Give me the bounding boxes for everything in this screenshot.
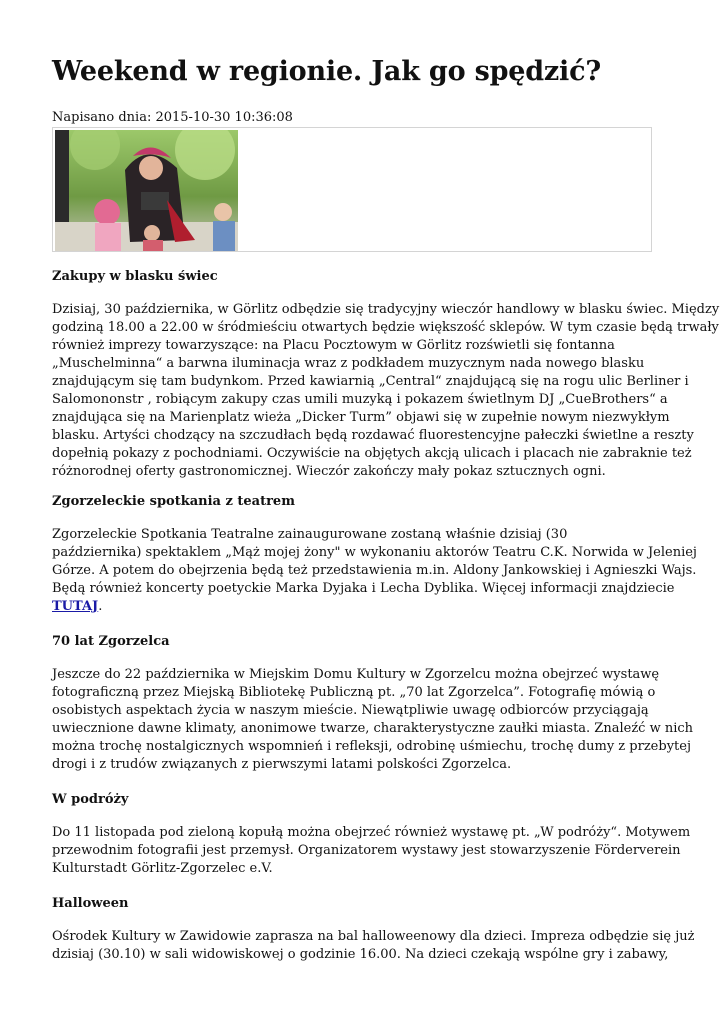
section-heading: 70 lat Zgorzelca — [52, 634, 170, 649]
text-line: fotograficzną przez Miejską Bibliotekę Publiczną pt. „70 lat Zgorzelca”. Fotografię mówią o — [52, 685, 656, 700]
more-info-link[interactable]: TUTAJ — [52, 599, 99, 614]
section-text — [52, 301, 720, 481]
text-line: Do 11 listopada pod zieloną kopułą można obejrzeć również wystawę pt. „W podróży“. Motywem — [52, 825, 691, 840]
text-line: Salomononstr , robiącym zakupy czas umili muzyką i pokazem świetlnym DJ „CueBrothers“ a — [52, 392, 668, 407]
text-line: znajdująca się na Marienplatz wieża „Dicker Turm” objawi się w zupełnie nowym niezwykłym — [52, 410, 670, 425]
section-text — [52, 928, 695, 964]
text-line: dopełnią pokazy z pochodniami. Oczywiście na objętych akcją ulicach i placach nie zabraknie też — [52, 446, 692, 461]
page-title: Weekend w regionie. Jak go spędzić? — [52, 56, 601, 87]
section-w-podrozy — [52, 791, 691, 878]
text-line: Ośrodek Kultury w Zawidowie zaprasza na bal halloweenowy dla dzieci. Impreza odbędzie się już — [52, 929, 695, 944]
section-heading: Zgorzeleckie spotkania z teatrem — [52, 494, 295, 509]
text-line: blasku. Artyści chodzący na szczudłach będą rozdawać fluorestencyjne pałeczki świetlne a reszty — [52, 428, 694, 443]
section-halloween — [52, 895, 695, 964]
article-photo — [55, 130, 238, 251]
text-line: Będą również koncerty poetyckie Marka Dyjaka i Lecha Dyblika. Więcej informacji znajdziecie — [52, 581, 675, 596]
text-line: uwiecznione dawne klimaty, anonimowe twarze, charakterystyczne zaułki miasta. Znaleźć w nich — [52, 721, 694, 736]
section-heading: W podróży — [52, 792, 129, 807]
text-line: października) spektaklem „Mąż mojej żony" w wykonaniu aktorów Teatru C.K. Norwida w Jeleniej — [52, 545, 697, 560]
text-line: dzisiaj (30.10) w sali widowiskowej o godzinie 16.00. Na dzieci czekają wspólne gry i zabawy, — [52, 947, 669, 962]
section-heading: Zakupy w blasku świec — [52, 269, 218, 284]
text-line: osobistych aspektach życia w naszym mieście. Niewątpliwie uwagę odbiorców przyciągają — [52, 703, 649, 718]
section-text — [52, 666, 694, 774]
text-line: różnorodnej oferty gastronomicznej. Wieczór zakończy mały pokaz sztucznych ogni. — [52, 464, 606, 479]
section-heading: Halloween — [52, 896, 129, 911]
text-line-link — [52, 598, 662, 616]
image-frame — [52, 127, 652, 252]
text-line: można trochę nostalgicznych wspomnień i refleksji, odrobinę uśmiechu, trochę dumy z przebytej — [52, 739, 691, 754]
section-zakupy — [52, 268, 720, 481]
section-70-lat — [52, 633, 694, 774]
text-line: przewodnim fotografii jest przemysł. Organizatorem wystawy jest stowarzyszenie Förderverein — [52, 843, 681, 858]
text-line: Dzisiaj, 30 października, w Görlitz odbędzie się tradycyjny wieczór handlowy w blasku świec. Między — [52, 302, 720, 317]
link-suffix: . — [98, 599, 103, 614]
text-line: znajdującym się tam budynkom. Przed kawiarnią „Central“ znajdującą się na rogu ulic Berliner i — [52, 374, 689, 389]
text-line: Kulturstadt Görlitz-Zgorzelec e.V. — [52, 861, 273, 876]
text-line: godziną 18.00 a 22.00 w śródmieściu otwartych będzie większość sklepów. W tym czasie będą trwały — [52, 320, 719, 335]
text-line: „Muschelminna“ a barwna iluminacja wraz z podkładem muzycznym nada nowego blasku — [52, 356, 645, 371]
section-text — [52, 526, 697, 616]
section-teatr — [52, 493, 697, 616]
text-line: drogi i z trudów związanych z pierwszymi latami polskości Zgorzelca. — [52, 757, 512, 772]
text-line: również imprezy towarzyszące: na Placu Pocztowym w Görlitz rozświetli się fontanna — [52, 338, 615, 353]
text-line: Zgorzeleckie Spotkania Teatralne zainaugurowane zostaną właśnie dzisiaj (30 — [52, 527, 568, 542]
text-line: Górze. A potem do obejrzenia będą też przedstawienia m.in. Aldony Jankowskiej i Agnieszki Wajs. — [52, 563, 697, 578]
text-line: Jeszcze do 22 października w Miejskim Domu Kultury w Zgorzelcu można obejrzeć wystawę — [52, 667, 660, 682]
publish-date: Napisano dnia: 2015-10-30 10:36:08 — [52, 110, 293, 125]
section-text — [52, 824, 691, 878]
